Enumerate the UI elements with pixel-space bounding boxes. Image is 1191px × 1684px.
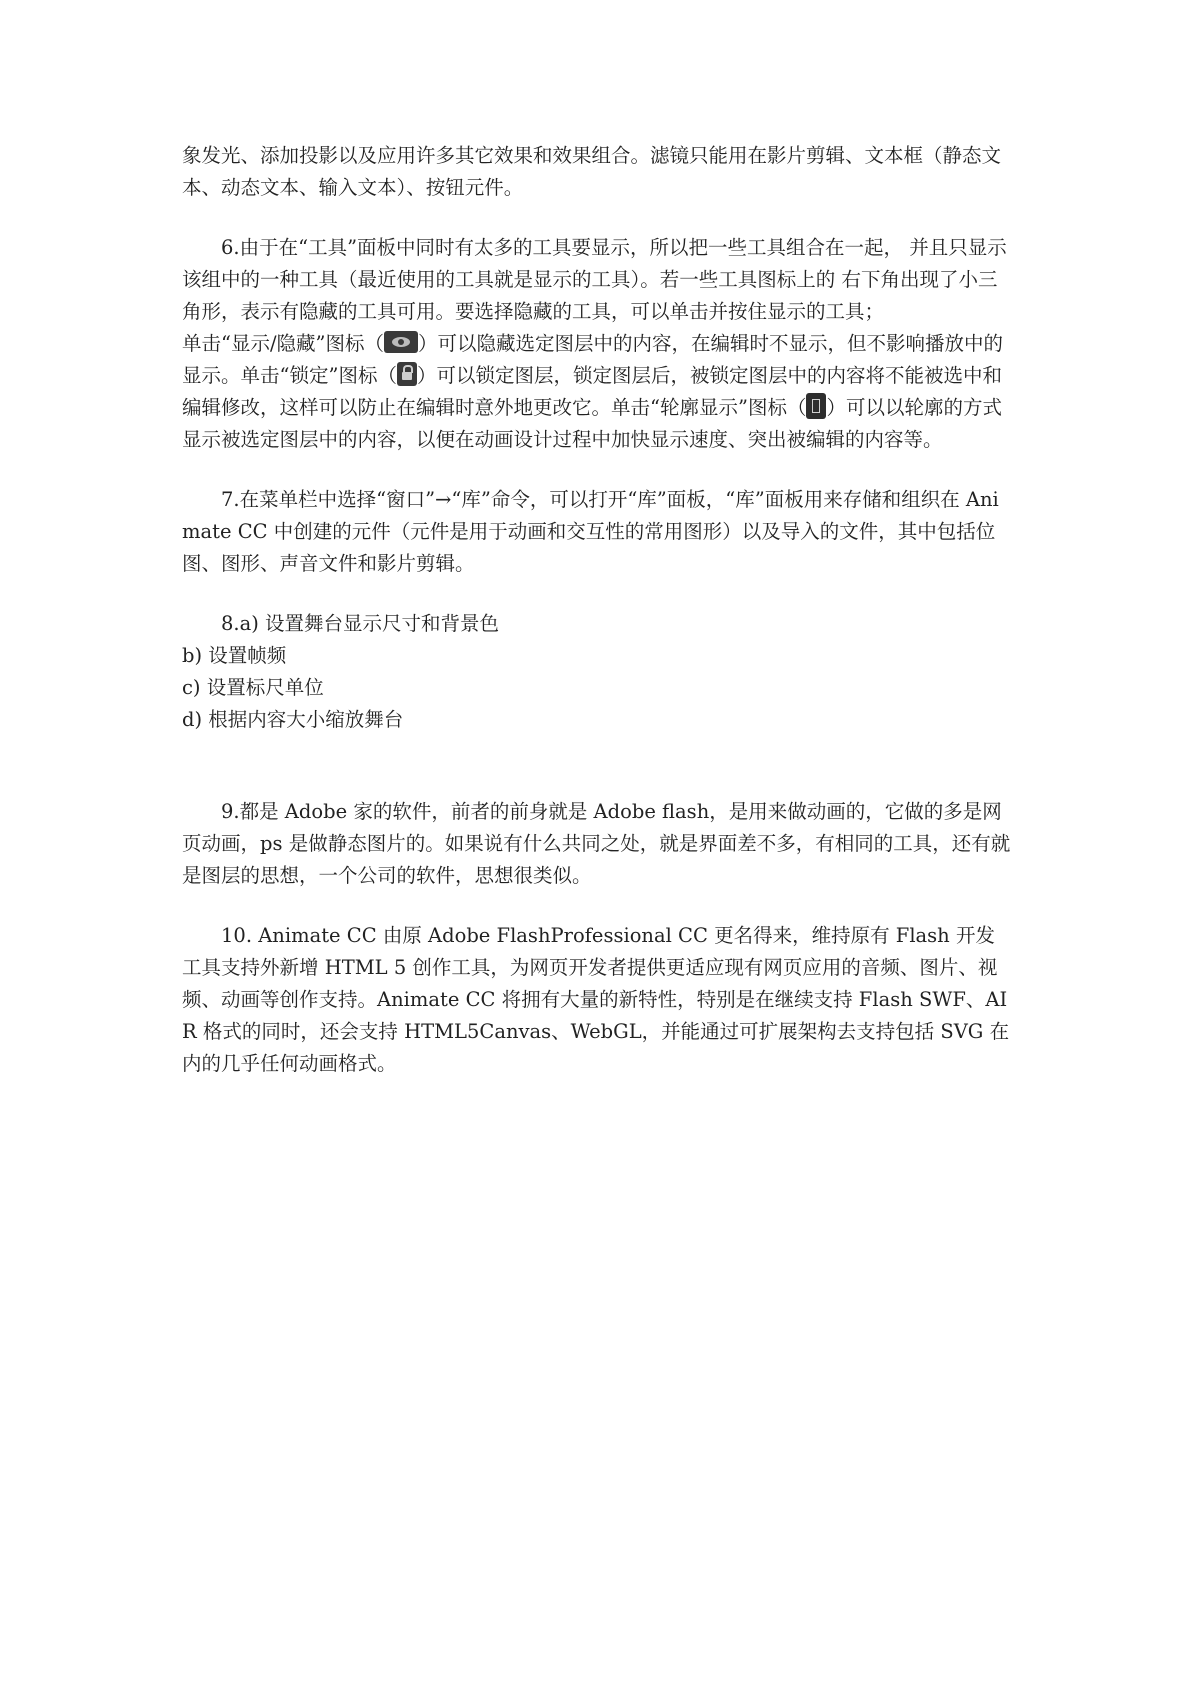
list-item-q8-a: 8.a) 设置舞台显示尺寸和背景色	[221, 612, 500, 635]
list-item-q8-d: d) 根据内容大小缩放舞台	[182, 708, 404, 731]
list-item-q8-c: c) 设置标尺单位	[182, 676, 324, 699]
q6-segment-2: ）可以隐藏选定图层中的内容，在编辑时不显示，但不影响播放中的显示。单击“锁定”图标（	[182, 332, 1004, 387]
q6-segment-1: 单击“显示/隐藏”图标（	[182, 332, 385, 355]
eye-icon	[384, 331, 418, 353]
list-item-q8-b: b) 设置帧频	[182, 644, 287, 667]
paragraph-q7: 7.在菜单栏中选择“窗口”→“库”命令，可以打开“库”面板，“库”面板用来存储和组织在 Animate CC 中创建的元件（元件是用于动画和交互性的常用图形）以及导入的文件，其中包括位图、图形、声音文件和影片剪辑。	[182, 488, 999, 575]
outline-icon	[806, 393, 826, 419]
paragraph-q6-layers	[182, 328, 1012, 456]
q6-segment-4: ）可以以轮廓的方式显示被选定图层中的内容，以便在动画设计过程中加快显示速度、突出被编辑的内容等。	[182, 396, 1002, 451]
document-page	[182, 140, 1012, 1080]
paragraph-filter: 象发光、添加投影以及应用许多其它效果和效果组合。滤镜只能用在影片剪辑、文本框（静态文本、动态文本、输入文本）、按钮元件。	[182, 144, 1002, 199]
paragraph-q9: 9.都是 Adobe 家的软件，前者的前身就是 Adobe flash，是用来做动画的，它做的多是网页动画，ps 是做静态图片的。如果说有什么共同之处，就是界面差不多，有相同的工具，还有就是图层的思想，一个公司的软件，思想很类似。	[182, 800, 1011, 887]
paragraph-q6-tools: 6.由于在“工具”面板中同时有太多的工具要显示，所以把一些工具组合在一起， 并且只显示该组中的一种工具（最近使用的工具就是显示的工具）。若一些工具图标上的 右下角出现了小三角形，表示有隐藏的工具可用。要选择隐藏的工具，可以单击并按住显示的工具；	[182, 236, 1007, 323]
paragraph-q10: 10. Animate CC 由原 Adobe FlashProfessional CC 更名得来，维持原有 Flash 开发工具支持外新增 HTML 5 创作工具，为网页开发者提供更适应现有网页应用的音频、图片、视频、动画等创作支持。Animate CC 将拥有大量的新特性，特别是在继续支持 Flash SWF、AIR 格式的同时，还会支持 HTML5Canvas、WebGL，并能通过可扩展架构去支持包括 SVG 在内的几乎任何动画格式。	[182, 924, 1010, 1075]
lock-icon	[397, 362, 417, 386]
q6-segment-3: ）可以锁定图层，锁定图层后，被锁定图层中的内容将不能被选中和编辑修改，这样可以防止在编辑时意外地更改它。单击“轮廓显示”图标（	[182, 364, 1002, 419]
